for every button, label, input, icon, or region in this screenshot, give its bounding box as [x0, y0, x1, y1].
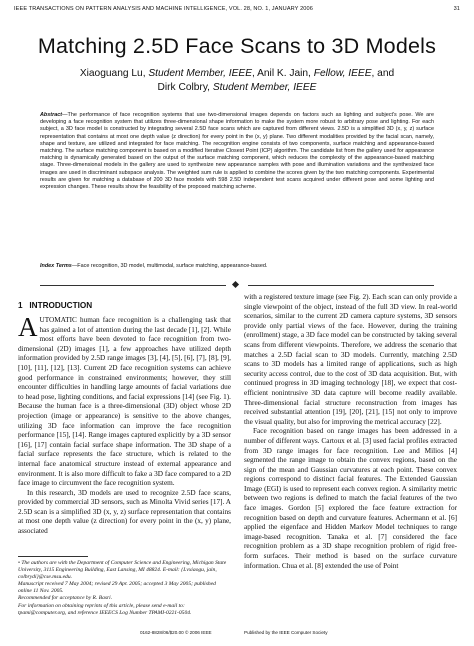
author-separator: , and	[371, 68, 395, 79]
paragraph-text: UTOMATIC human face recognition is a challenging task that has gained a lot of attention during the last decade [1], [2]. While most efforts have been devoted to face recognition from two-dimensional (2D) images [1], a few approaches have utilized depth information provided by 2.5D range images [3], [4], [5], [6], [7], [8], [9], [10], [11], [12], [13]. Current 2D face recognition systems can achieve good performance in constrained environments; however, they still encounter difficulties in handling large amounts of facial variations due to head pose, lighting conditions, and facial expressions [14] (see Fig. 1). Because the human face is a three-dimensional (3D) object whose 2D projection (image or appearance) is sensitive to the above changes, utilizing 3D face information can improve the face recognition performance [15], [14]. Range images captured explicitly by a 3D sensor [16], [17] contain facial surface shape information. The 3D shape of a facial surface represents the face structure, which is related to the internal face anatomical structure instead of external appearance and environment. It is also more difficult to fake a 3D face compared to a 2D face image to circumvent the face recognition system.	[18, 316, 231, 488]
right-column	[244, 293, 457, 571]
divider-line	[248, 285, 434, 286]
page-number: 31	[453, 6, 460, 12]
index-terms	[40, 263, 434, 269]
footnote	[18, 556, 231, 617]
copyright-line: 0162-8828/06/$20.00 © 2006 IEEE	[140, 630, 212, 635]
publisher-line: Published by the IEEE Computer Society	[244, 630, 328, 635]
author-role: Fellow, IEEE	[313, 68, 372, 79]
paper-title: Matching 2.5D Face Scans to 3D Models	[37, 34, 437, 58]
drop-cap: A	[18, 312, 38, 342]
section-title: INTRODUCTION	[29, 301, 93, 310]
section-heading	[18, 301, 92, 310]
author-role: Student Member, IEEE	[148, 68, 252, 79]
paragraph	[18, 312, 231, 489]
running-header	[14, 6, 460, 12]
author-role: Student Member, IEEE	[212, 82, 317, 93]
author-name: Dirk Colbry,	[157, 82, 213, 93]
author-affiliation: • The authors are with the Department of Computer Science and Engineering, Michigan State University, 3115 Engineering Building, East Lansing, MI 48824. E-mail: {Lvxiaogu, jain, colbrydi}@cse.msu.edu.	[18, 560, 227, 581]
index-terms-text: —Face recognition, 3D model, multimodal, surface matching, appearance-based.	[71, 263, 268, 269]
author-list	[0, 67, 474, 95]
section-divider	[40, 281, 434, 289]
journal-header: IEEE TRANSACTIONS ON PATTERN ANALYSIS AND MACHINE INTELLIGENCE, VOL. 28, NO. 1, JANUARY 2006	[14, 6, 313, 12]
section-number: 1	[18, 301, 23, 310]
recommended-by: Recommended for acceptance by R. Basri.	[18, 595, 113, 602]
diamond-icon	[232, 281, 239, 288]
paragraph: Face recognition based on range images has been addressed in a number of different ways. Cartoux et al. [3] used facial profiles extracted from 3D range images for face recognition. Lee and Milios [4] segmented the range image to obtain the convex regions, based on the sign of the mean and Gaussian curvatures at each point. These convex regions correspond to distinct facial features. The Extended Gaussian Image (EGI) is used to represent each convex region. A similarity metric between two regions is defined to match the facial features of the two face images. Gordon [5] explored the face feature extraction for recognition based on depth and curvature features. Achermann et al. [6] applied the eigenface and Hidden Markov Model techniques to range image-based recognition. Tanaka et al. [7] considered the face recognition problem as a 3D shape recognition problem of rigid free-form surfaces. Their method is based on the surface curvature information. Chua et al. [8] extended the use of Point	[244, 427, 457, 570]
abstract-text: —The performance of face recognition systems that use two-dimensional images depends on factors such as lighting and subject's pose. We are developing a face recognition system that utilizes three-dimensional shape information to make the system more robust to arbitrary pose and lighting. For each subject, a 3D face model is constructed by integrating several 2.5D face scans which are captured from different views. 2.5D is a simplified 3D (x, y, z) surface representation that contains at most one depth value (z direction) for every point in the (x, y) plane. Two different modalities provided by the facial scan, namely, shape and texture, are utilized and integrated for face matching. The recognition engine consists of two components, surface matching and appearance-based matching. The surface matching component is based on a modified Iterative Closest Point (ICP) algorithm. The candidate list from the gallery used for appearance matching is dynamically generated based on the output of the surface matching component, which reduces the complexity of the appearance-based matching stage. Three-dimensional models in the gallery are used to synthesize new appearance samples with pose and illumination variations and the synthesized face images are used in discriminant subspace analysis. The weighted sum rule is applied to combine the scores given by the two matching components. Experimental results are given for matching a database of 200 3D face models with 598 2.5D independent test scans acquired under different pose and some lighting and expression changes. These results show the feasibility of the proposed matching scheme.	[40, 112, 434, 191]
paragraph: In this research, 3D models are used to recognize 2.5D face scans, provided by commercial 3D sensors, such as Minolta Vivid series [17]. A 2.5D scan is a simplified 3D (x, y, z) surface representation that contains at most one depth value (z direction) for every point in the (x, y) plane, associated	[18, 488, 231, 536]
left-column	[18, 312, 231, 537]
abstract	[40, 112, 434, 191]
author-name: , Anil K. Jain,	[252, 68, 314, 79]
abstract-label: Abstract	[40, 112, 63, 118]
reprint-info: For information on obtaining reprints of this article, please send e-mail to: tpami@computer.org, and reference IEEECS Log Number TPAMI-0221-0504.	[18, 602, 192, 616]
footnote-rule	[18, 556, 88, 557]
manuscript-dates: Manuscript received 7 May 2004; revised 29 Apr. 2005; accepted 3 May 2005; published online 11 Nov. 2005.	[18, 581, 216, 595]
author-name: Xiaoguang Lu,	[79, 68, 149, 79]
index-terms-label: Index Terms	[40, 263, 72, 269]
divider-line	[40, 285, 226, 286]
paragraph: with a registered texture image (see Fig. 2). Each scan can only provide a single viewpoint of the object, instead of the full 3D view. In real-world scenarios, similar to the current 2D camera capture systems, 3D sensors provide only partial views of the face. However, during the training (enrollment) stage, a 3D face model can be constructed by taking several scans from different viewpoints. Therefore, we address the scenario that matches a 2.5D facial scan to 3D models. Currently, matching 2.5D scans to 3D models has a limited range of applications, such as high security access control, due to the cost of 3D data acquisition. But, with continued progress in 3D imaging technology [18], we expect that cost-efficient nonintrusive 3D data capture will become readily available. Three-dimensional facial structure reconstruction from images has received substantial attention [19], [20], [21], [15] not only to improve the visual quality, but also for improving the metrical accuracy [22].	[244, 293, 457, 426]
